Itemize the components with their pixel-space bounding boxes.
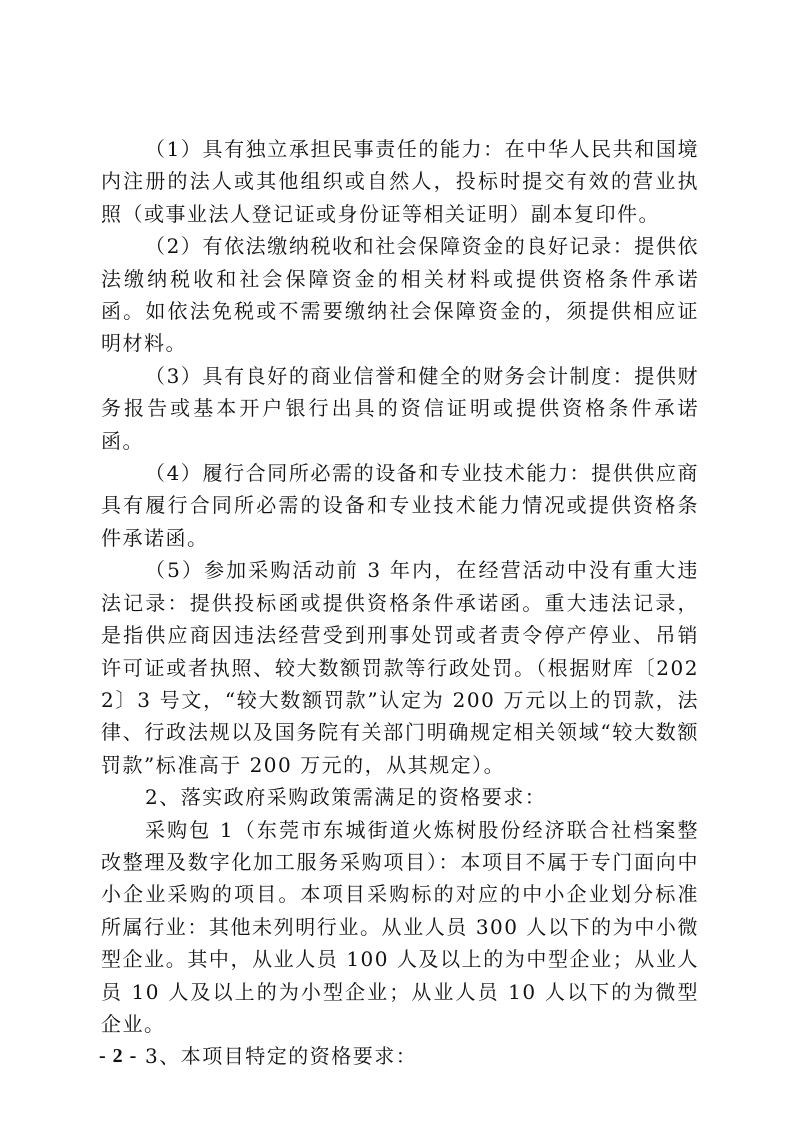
document-body bbox=[101, 133, 699, 1073]
section-2-heading: 2、落实政府采购政策需满足的资格要求： bbox=[145, 785, 547, 810]
requirement-4-paragraph: （4）履行合同所必需的设备和专业技术能力：提供供应商具有履行合同所必需的设备和专业技术能力情况或提供资格条件承诺函。 bbox=[101, 461, 699, 550]
requirement-5-paragraph: （5）参加采购活动前 3 年内，在经营活动中没有重大违法记录：提供投标函或提供资格条件承诺函。重大违法记录，是指供应商因违法经营受到刑事处罚或者责令停产停业、吊销许可证或者执照、较大数额罚款等行政处罚。（根据财库〔2022〕3 号文，“较大数额罚款”认定为 200 万元以上的罚款，法律、行政法规以及国务院有关部门明确规定相关领域“较大数额罚款”标准高于 200 万元的，从其规定）。 bbox=[101, 558, 699, 777]
requirement-2-paragraph: （2）有依法缴纳税收和社会保障资金的良好记录：提供依法缴纳税收和社会保障资金的相关材料或提供资格条件承诺函。如依法免税或不需要缴纳社会保障资金的，须提供相应证明材料。 bbox=[101, 234, 699, 356]
page-number: - 2 - bbox=[99, 1045, 138, 1067]
requirement-3-paragraph: （3）具有良好的商业信誉和健全的财务会计制度：提供财务报告或基本开户银行出具的资信证明或提供资格条件承诺函。 bbox=[101, 363, 699, 453]
section-2-paragraph: 采购包 1（东莞市东城街道火炼树股份经济联合社档案整改整理及数字化加工服务采购项目）：本项目不属于专门面向中小企业采购的项目。本项目采购标的对应的中小企业划分标准所属行业：其他未列明行业。从业人员 300 人以下的为中小微型企业。其中，从业人员 100 人及以上的为中型企业；从业人员 10 人及以上的为小型企业；从业人员 10 人以下的为微型企业。 bbox=[101, 817, 699, 1036]
section-3-heading: 3、本项目特定的资格要求： bbox=[145, 1044, 418, 1069]
requirement-1-paragraph: （1）具有独立承担民事责任的能力：在中华人民共和国境内注册的法人或其他组织或自然人，投标时提交有效的营业执照（或事业法人登记证或身份证等相关证明）副本复印件。 bbox=[101, 137, 699, 226]
